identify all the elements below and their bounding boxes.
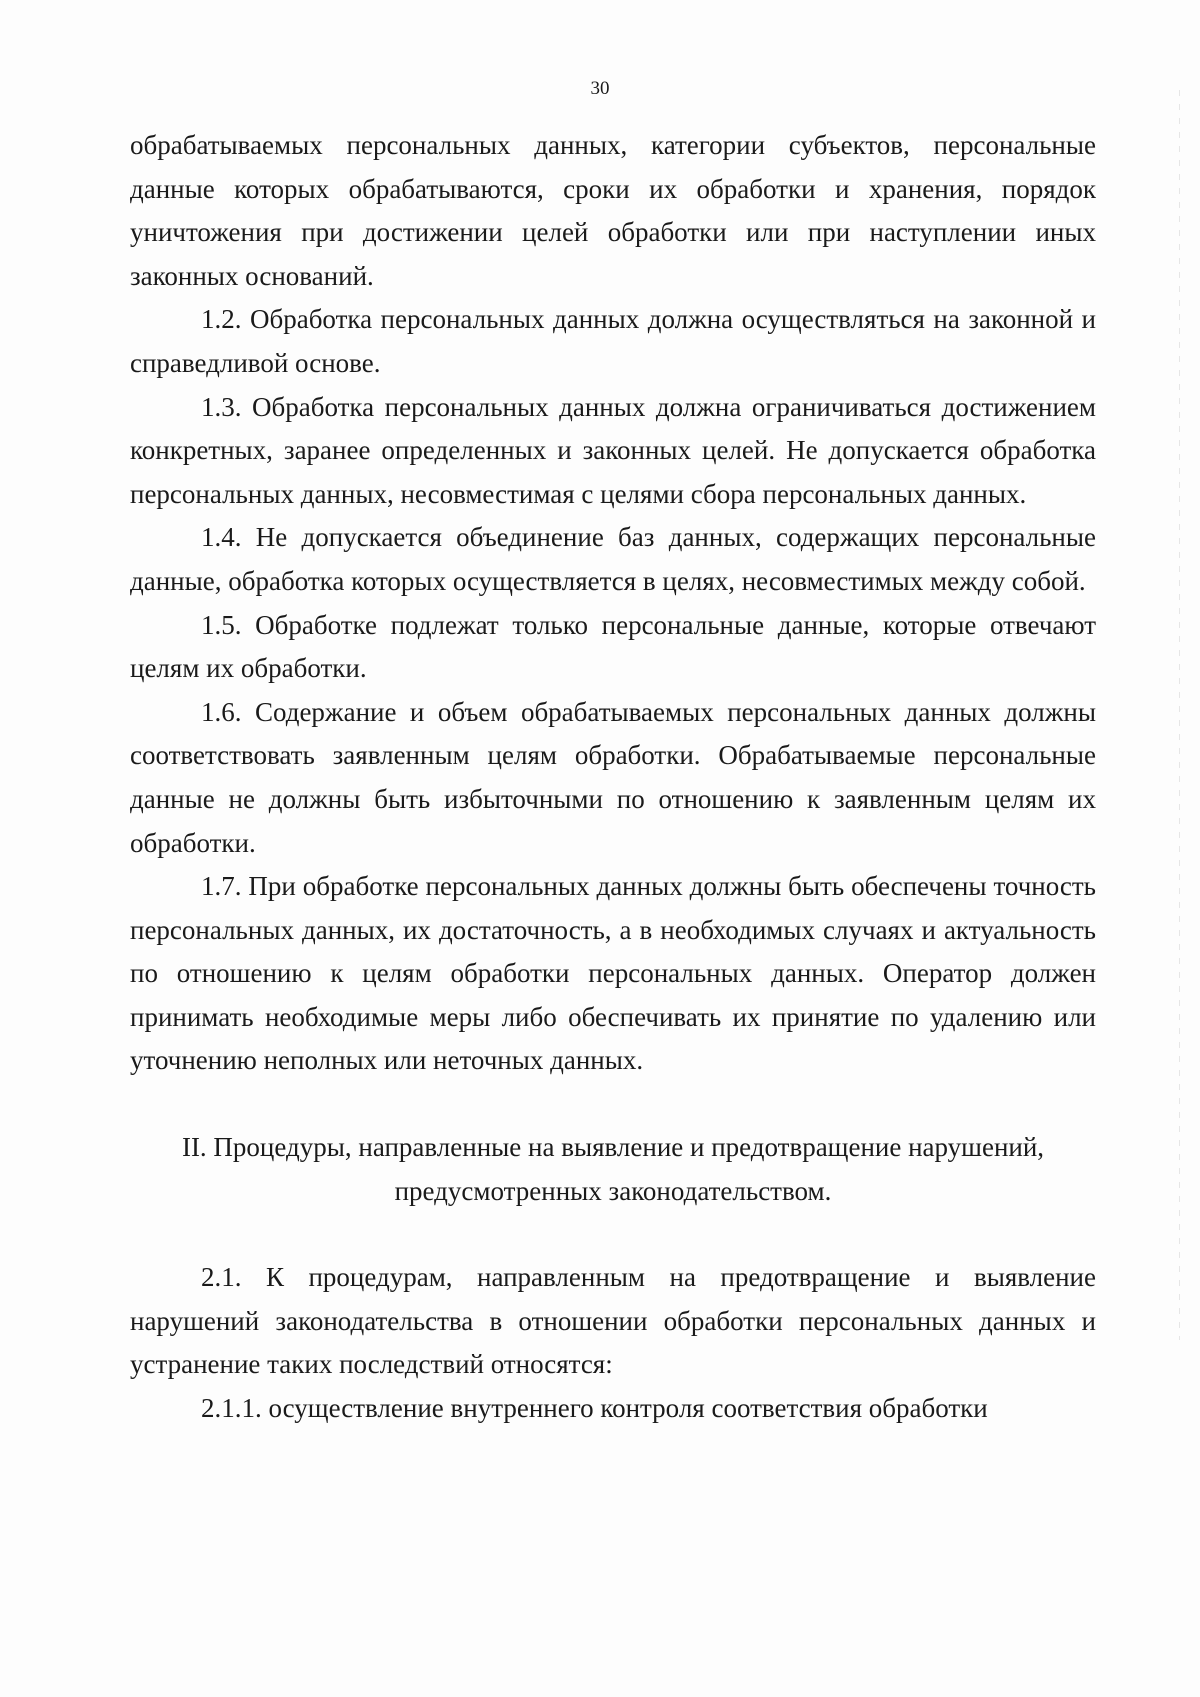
section-heading-line-2: предусмотренных законодательством.	[394, 1175, 832, 1206]
paragraph-1-4: 1.4. Не допускается объединение баз данных, содержащих персональные данные, обработка которых осуществляется в целях, несовместимых между собой.	[130, 522, 1096, 596]
paragraph-2-1: 2.1. К процедурам, направленным на предотвращение и выявление нарушений законодательства в отношении обработки персональных данных и устранение таких последствий относятся:	[130, 1262, 1096, 1380]
scan-edge-artifact	[1179, 90, 1180, 1340]
paragraph-1-3: 1.3. Обработка персональных данных должна ограничиваться достижением конкретных, заранее определенных и законных целей. Не допускается обработка персональных данных, несовместимая с целями сбора персональных данных.	[130, 391, 1096, 509]
paragraph-1-5: 1.5. Обработке подлежат только персональные данные, которые отвечают целям их обработки.	[130, 609, 1096, 684]
section-heading	[130, 1126, 1096, 1213]
paragraph-2-1-1: 2.1.1. осуществление внутреннего контроля соответствия обработки	[201, 1393, 988, 1424]
paragraph-1-7: 1.7. При обработке персональных данных должны быть обеспечены точность персональных данных, их достаточность, а в необходимых случаях и актуальность по отношению к целям обработки персональных данных. Оператор должен принимать необходимые меры либо обеспечивать их принятие по удалению или уточнению неполных или неточных данных.	[130, 871, 1096, 1076]
paragraph-1-6: 1.6. Содержание и объем обрабатываемых персональных данных должны соответствовать заявленным целям обработки. Обрабатываемые персональные данные не должны быть избыточными по отношению к заявленным целям их обработки.	[130, 696, 1096, 858]
paragraph-1-2: 1.2. Обработка персональных данных должна осуществляться на законной и справедливой основе.	[130, 304, 1096, 378]
document-body	[130, 124, 1096, 1431]
section-heading-line-1: II. Процедуры, направленные на выявление и предотвращение нарушений,	[181, 1132, 1045, 1163]
page-number: 30	[590, 78, 610, 99]
paragraph-continuation: обрабатываемых персональных данных, категории субъектов, персональные данные которых обрабатываются, сроки их обработки и хранения, порядок уничтожения при достижении целей обработки или при наступлении иных законных оснований.	[130, 130, 1096, 291]
